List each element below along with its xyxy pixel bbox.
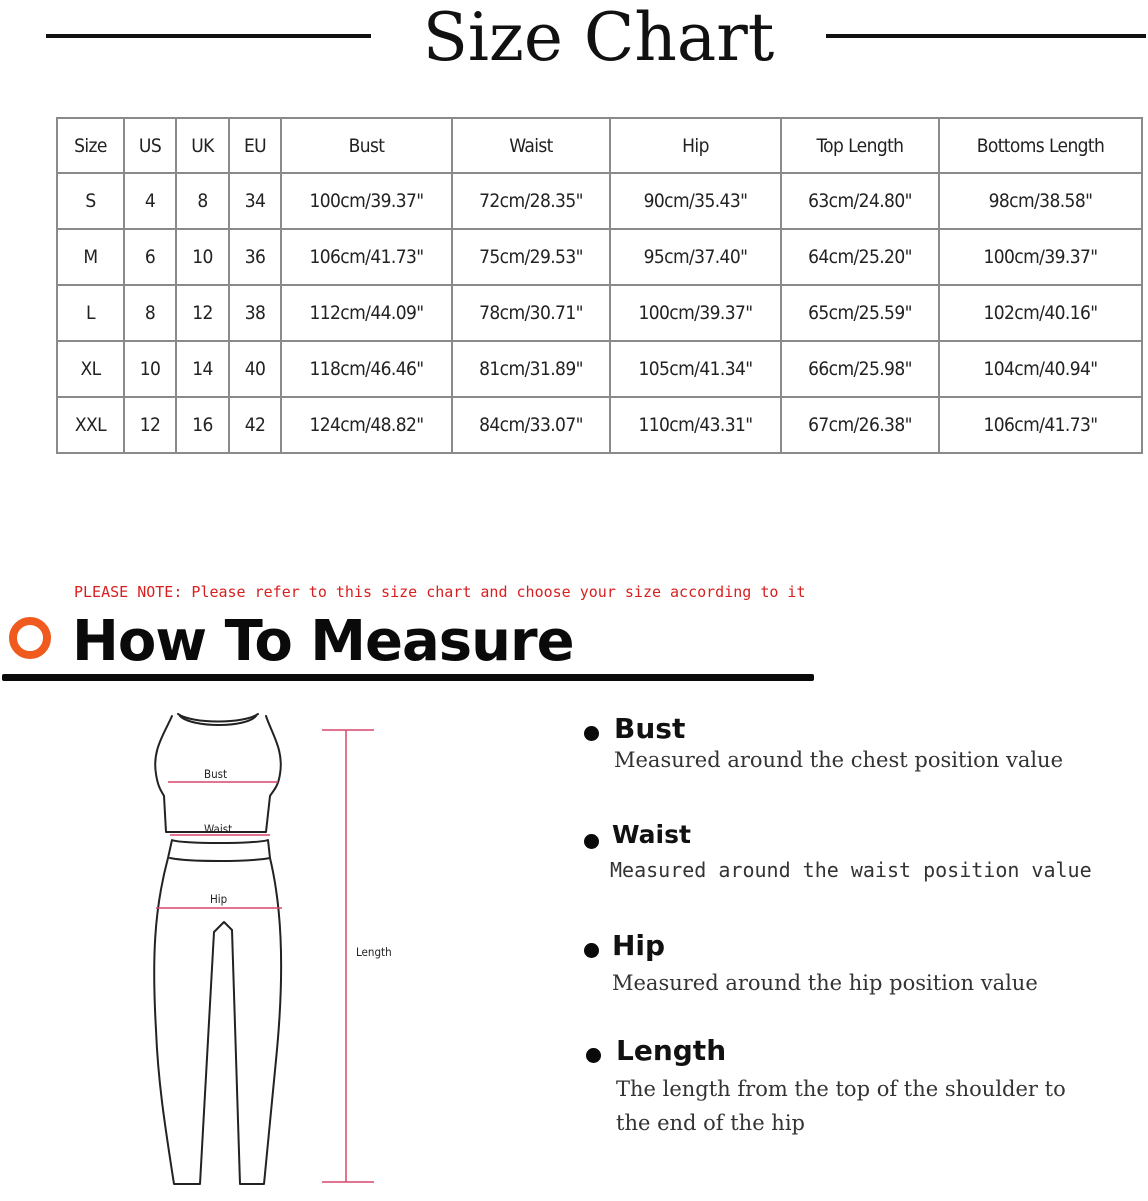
guide-name: Bust <box>614 712 686 745</box>
table-cell: 72cm/28.35" <box>452 173 610 229</box>
table-cell: 4 <box>124 173 176 229</box>
header-cell: Hip <box>610 118 781 173</box>
guide-desc: Measured around the waist position value <box>610 858 1092 882</box>
table-cell: 100cm/39.37" <box>939 229 1142 285</box>
table-cell: 90cm/35.43" <box>610 173 781 229</box>
measurement-figure <box>120 700 420 1196</box>
table-cell: 34 <box>229 173 281 229</box>
table-row <box>57 341 1142 397</box>
guide-desc: Measured around the chest position value <box>614 748 1064 772</box>
page-title: Size Chart <box>422 0 775 76</box>
bullet-icon <box>584 726 599 741</box>
table-cell: 6 <box>124 229 176 285</box>
table-cell: 106cm/41.73" <box>939 397 1142 453</box>
table-cell: XL <box>57 341 124 397</box>
table-cell: 14 <box>176 341 229 397</box>
figure-label-bust: Bust <box>204 767 228 781</box>
table-row <box>57 173 1142 229</box>
table-cell: 63cm/24.80" <box>781 173 939 229</box>
table-cell: 65cm/25.59" <box>781 285 939 341</box>
figure-label-length: Length <box>356 945 392 959</box>
table-cell: 100cm/39.37" <box>610 285 781 341</box>
table-cell: 67cm/26.38" <box>781 397 939 453</box>
table-cell: 38 <box>229 285 281 341</box>
table-cell: 66cm/25.98" <box>781 341 939 397</box>
header-cell: Bust <box>281 118 452 173</box>
table-cell: 10 <box>124 341 176 397</box>
table-cell: 78cm/30.71" <box>452 285 610 341</box>
header-cell: Waist <box>452 118 610 173</box>
table-cell: 81cm/31.89" <box>452 341 610 397</box>
table-row <box>57 397 1142 453</box>
table-cell: 12 <box>124 397 176 453</box>
guide-name: Hip <box>612 929 666 962</box>
table-cell: L <box>57 285 124 341</box>
guide-desc-line2: the end of the hip <box>616 1111 805 1135</box>
table-cell: 10 <box>176 229 229 285</box>
ring-icon <box>9 617 51 659</box>
guide-name: Length <box>616 1034 727 1067</box>
header-cell: US <box>124 118 176 173</box>
table-row <box>57 229 1142 285</box>
title-rule-right <box>826 34 1146 38</box>
table-cell: 36 <box>229 229 281 285</box>
table-cell: XXL <box>57 397 124 453</box>
header-cell: EU <box>229 118 281 173</box>
title-rule-left <box>46 34 371 38</box>
table-cell: 110cm/43.31" <box>610 397 781 453</box>
guide-name: Waist <box>612 820 691 849</box>
how-to-measure-underline <box>2 674 814 681</box>
guide-desc-line1: The length from the top of the shoulder to <box>616 1077 1066 1101</box>
bullet-icon <box>584 834 599 849</box>
table-cell: 106cm/41.73" <box>281 229 452 285</box>
header-cell: Bottoms Length <box>939 118 1142 173</box>
how-to-measure-title: How To Measure <box>72 609 574 674</box>
bullet-icon <box>586 1048 601 1063</box>
table-cell: 102cm/40.16" <box>939 285 1142 341</box>
table-cell: 105cm/41.34" <box>610 341 781 397</box>
guide-desc: Measured around the hip position value <box>612 971 1038 995</box>
table-header-row <box>57 118 1142 173</box>
table-cell: M <box>57 229 124 285</box>
table-cell: 42 <box>229 397 281 453</box>
table-cell: 124cm/48.82" <box>281 397 452 453</box>
size-chart-table <box>56 117 1143 454</box>
table-cell: 8 <box>124 285 176 341</box>
table-cell: 104cm/40.94" <box>939 341 1142 397</box>
table-cell: 84cm/33.07" <box>452 397 610 453</box>
table-cell: 8 <box>176 173 229 229</box>
table-cell: 12 <box>176 285 229 341</box>
header-cell: Size <box>57 118 124 173</box>
table-cell: S <box>57 173 124 229</box>
table-cell: 118cm/46.46" <box>281 341 452 397</box>
table-cell: 98cm/38.58" <box>939 173 1142 229</box>
size-note: PLEASE NOTE: Please refer to this size chart and choose your size according to it <box>74 583 806 601</box>
table-cell: 75cm/29.53" <box>452 229 610 285</box>
bullet-icon <box>584 943 599 958</box>
table-cell: 40 <box>229 341 281 397</box>
header-cell: Top Length <box>781 118 939 173</box>
table-row <box>57 285 1142 341</box>
table-cell: 64cm/25.20" <box>781 229 939 285</box>
figure-label-hip: Hip <box>210 892 228 906</box>
table-cell: 16 <box>176 397 229 453</box>
table-cell: 112cm/44.09" <box>281 285 452 341</box>
table-cell: 95cm/37.40" <box>610 229 781 285</box>
header-cell: UK <box>176 118 229 173</box>
table-cell: 100cm/39.37" <box>281 173 452 229</box>
figure-label-waist: Waist <box>204 822 233 836</box>
